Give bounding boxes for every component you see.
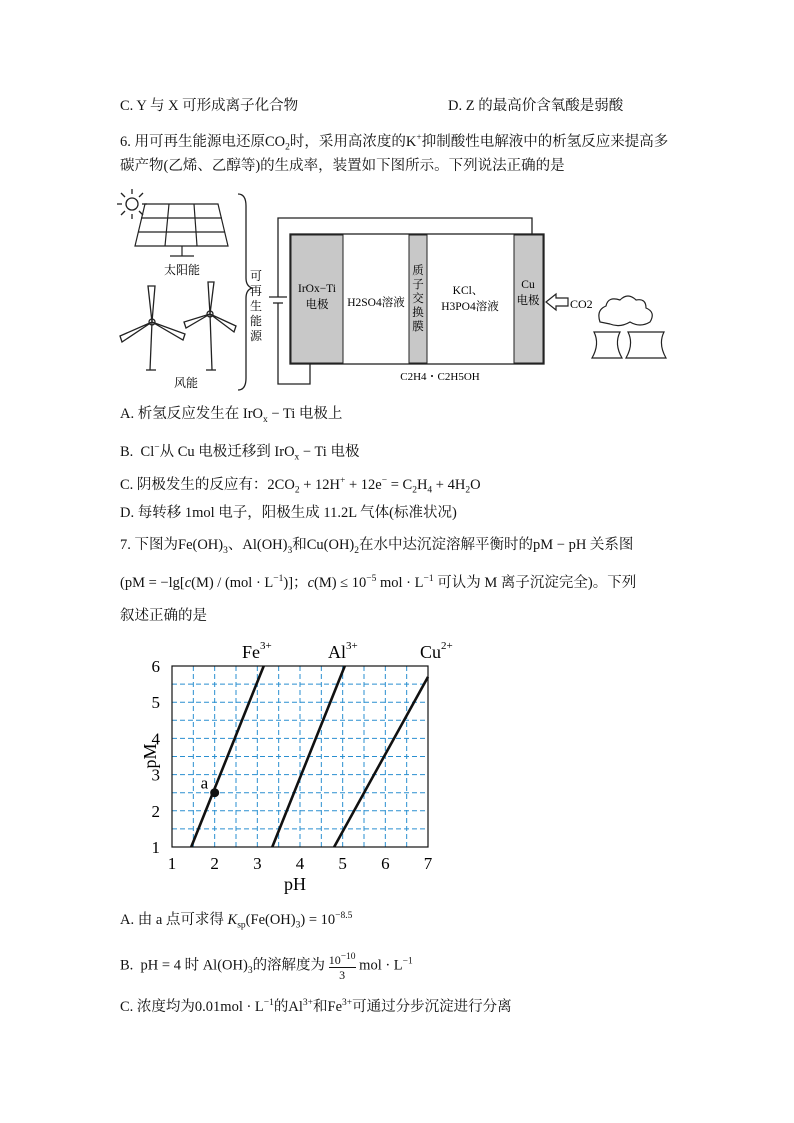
y-tick-label: 6 <box>151 657 160 676</box>
wind-turbine-icon <box>120 282 236 370</box>
anode-label: IrOx−Ti <box>297 283 337 295</box>
membrane-label <box>412 263 424 333</box>
cathode-label-2: 电极 <box>516 295 540 307</box>
x-tick-label: 7 <box>423 854 433 873</box>
q7-stem-line1: 7. 下图为$Fe(OH)_3$、$Al(OH)_3$和$Cu(OH)_2$在水中达沉淀溶解平衡时的pM − pH 关系图 <box>120 537 634 556</box>
x-tick-label: 4 <box>295 854 305 873</box>
svg-text:可: 可 <box>249 269 263 283</box>
y-tick-label: 1 <box>151 838 160 857</box>
svg-text:换: 换 <box>412 307 424 319</box>
series-label-1: $Al^{3+}$ <box>328 640 358 662</box>
solar-panel-icon <box>135 204 228 256</box>
x-tick-label: 6 <box>381 854 390 873</box>
factory-chimney-icon <box>592 296 666 358</box>
catholyte-label-2: H3PO4溶液 <box>441 301 499 313</box>
q6-option-c: C. 阴极发生的反应有：$2CO_2 + 12H^+ + 12e^- = C_2H_4 + 4H_2O$ <box>120 476 481 496</box>
data-point-a <box>210 788 219 797</box>
svg-text:质: 质 <box>412 265 424 277</box>
x-tick-label: 2 <box>210 854 219 873</box>
renewable-label <box>250 269 263 343</box>
y-tick-label: 4 <box>151 729 160 749</box>
q7-stem-line3: 叙述正确的是 <box>120 608 207 624</box>
q7-stem-line2: ($pM = -\lg[c(M) / (mol \cdot L^{-1})]$；$c(M) \le 10^{-5}$ mol · $L^{-1}$ 可认为 M 离子沉淀完全)。下列 <box>120 574 637 591</box>
series-label-0: $Fe^{3+}$ <box>242 640 272 662</box>
x-axis-label: pH <box>284 874 306 894</box>
y-tick-label: 2 <box>151 801 160 821</box>
cathode-label: Cu <box>521 279 535 291</box>
q7-option-a: A. 由 a 点可求得 $K_{sp}(Fe(OH)_3) = 10^{-8.5}$ <box>120 911 353 931</box>
solar-label: 太阳能 <box>163 263 201 277</box>
y-tick-label: 5 <box>151 693 160 713</box>
wind-label: 风能 <box>173 376 199 390</box>
q6-stem-line1: 6. 用可再生能源电还原$CO_2$时，采用高浓度的K+抑制酸性电解液中的析氢反应来提高多 <box>120 133 669 153</box>
q6-option-d: D. 每转移 1mol 电子，阳极生成 11.2L 气体(标准状况) <box>120 505 457 521</box>
y-axis-label: pM <box>140 743 160 769</box>
co2-inflow-arrow-icon <box>546 294 568 310</box>
q5-option-d: D. Z 的最高价含氧酸是弱酸 <box>448 98 624 114</box>
q5-option-c: C. Y 与 X 可形成离子化合物 <box>120 98 299 114</box>
svg-text:再: 再 <box>249 284 263 298</box>
co2-label: CO2 <box>570 297 593 311</box>
svg-text:交: 交 <box>412 293 424 305</box>
pm-ph-chart <box>140 636 460 898</box>
x-tick-label: 1 <box>167 854 177 873</box>
svg-text:膜: 膜 <box>412 321 424 333</box>
q6-option-a: A. 析氢反应发生在 IrO$_x$ − Ti 电极上 <box>120 406 343 425</box>
svg-text:生: 生 <box>249 299 263 313</box>
q6-option-b: B. Cl−从 Cu 电极迁移到 IrO$_x$ − Ti 电极 <box>120 443 360 463</box>
svg-text:源: 源 <box>249 329 263 343</box>
q6-stem-line2: 碳产物(乙烯、乙醇等)的生成率，装置如下图所示。下列说法正确的是 <box>120 158 565 174</box>
x-tick-label: 3 <box>253 854 262 873</box>
anolyte-label: H2SO4溶液 <box>347 297 405 309</box>
svg-text:子: 子 <box>412 279 424 291</box>
anode-label-2: 电极 <box>305 299 329 311</box>
q7-option-c: C. 浓度均为$0.01mol \cdot L^{-1}$的$Al^{3+}$和$Fe^{3+}$可通过分步沉淀进行分离 <box>120 998 512 1015</box>
products-label: C2H4・C2H5OH <box>400 371 480 383</box>
data-point-label: a <box>200 773 209 793</box>
catholyte-label: KCl、 <box>452 285 484 297</box>
x-tick-label: 5 <box>338 854 347 873</box>
q7-option-b: B. pH = 4 时 $Al(OH)_3$的溶解度为 $\frac{10^{-10}}{3}$ mol · $L^{-1}$ <box>120 952 413 982</box>
electrolysis-device-diagram <box>110 182 690 394</box>
svg-text:能: 能 <box>249 314 263 328</box>
series-label-2: $Cu^{2+}$ <box>420 640 453 662</box>
y-tick-label: 3 <box>151 765 160 785</box>
